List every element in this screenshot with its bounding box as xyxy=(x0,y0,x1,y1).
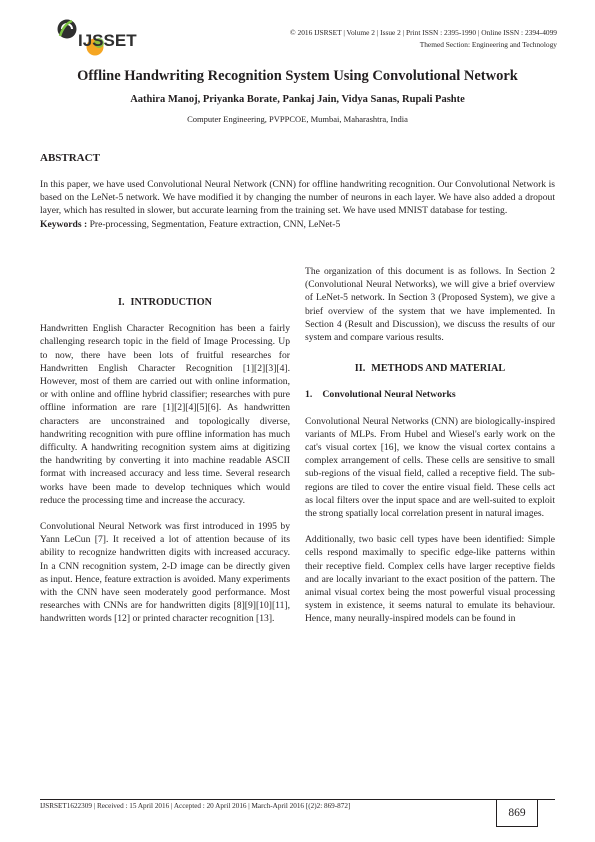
cnn-subsection-title: Convolutional Neural Networks xyxy=(322,389,456,401)
logo-text: IJSSET xyxy=(78,31,137,50)
intro-paragraph-3: The organization of this document is as follows. In Section 2 (Convolutional Neural Networks), we will give a brief overview of LeNet-5 network. In Section 3 (Proposed System), we give a brief overview of the system that we have implemented. In Section 4 (Result and Discussion), we discuss the results of our system and compare various results. xyxy=(305,266,555,344)
intro-paragraph-1: Handwritten English Character Recognition has been a fairly challenging research topic in the field of Image Processing. Up to now, there have been lots of fruitful researches for Handwritten English Character Recognition [1][2][3][4]. However, most of them are carried out with online information, or with online and offline hybrid classifier; researches with pure offline information are rare [1][2][4][5][6]. As handwritten characters are unconstrained and topologically diverse, handwriting recognition with pure offline information has much difficulty. A handwriting recognition system aims at digitizing the handwriting by converting it into machine readable ASCII format with increased accuracy and less time. Several research works have been made to develop techniques which would reduce the processing time and increase the accuracy. xyxy=(40,323,290,506)
right-column xyxy=(305,265,555,639)
footer-divider xyxy=(40,799,555,800)
left-column xyxy=(40,296,290,639)
methods-heading xyxy=(305,362,555,375)
cnn-paragraph-1: Convolutional Neural Networks (CNN) are biologically-inspired variants of MLPs. From Hubel and Wiesel's early work on the cat's visual cortex [16], we know the visual cortex contains a complex arrangement of cells. These cells are sensitive to small sub-regions of the visual field, called a receptive field. The sub-regions are tiled to cover the entire visual field. These cells act as local filters over the input space and are well-suited to exploit the strong spatially local correlation present in natural images. xyxy=(305,415,555,520)
paper-authors: Aathira Manoj, Priyanka Borate, Pankaj Jain, Vidya Sanas, Rupali Pashte xyxy=(130,94,465,105)
page-number: 869 xyxy=(496,799,538,827)
methods-section-title: METHODS AND MATERIAL xyxy=(371,363,506,375)
keywords-label: Keywords : xyxy=(40,218,88,230)
abstract-section xyxy=(40,178,555,231)
header-themed-section: Themed Section: Engineering and Technology xyxy=(419,39,557,49)
abstract-text: In this paper, we have used Convolutional Neural Network (CNN) for offline handwriting recognition. Our Convolutional Network is based on the LeNet-5 network. We have modified it by changing the number of neurons in each layer. We have also added a dropout layer, which has resulted in slower, but accurate learning from the training set. We have used MNIST database for testing. xyxy=(40,179,555,217)
keywords-text: Pre-processing, Segmentation, Feature extraction, CNN, LeNet-5 xyxy=(87,218,341,230)
header-meta xyxy=(290,27,557,50)
paper-title: Offline Handwriting Recognition System Using Convolutional Network xyxy=(77,68,518,84)
intro-heading xyxy=(40,296,290,309)
abstract-heading: ABSTRACT xyxy=(40,152,100,164)
paper-affiliation: Computer Engineering, PVPPCOE, Mumbai, Maharashtra, India xyxy=(187,114,408,124)
cnn-subheading xyxy=(305,388,555,401)
intro-section-title: INTRODUCTION xyxy=(130,297,213,308)
journal-logo xyxy=(54,16,146,58)
keywords-line xyxy=(40,218,555,231)
footer-citation: IJSRSET1622309 | Received : 15 April 2016 | Accepted : 20 April 2016 | March-April 2016 [(2)2: 869-872] xyxy=(40,802,351,810)
methods-section-number: II. xyxy=(354,363,366,375)
header-issue-info: © 2016 IJSRSET | Volume 2 | Issue 2 | Print ISSN : 2395-1990 | Online ISSN : 2394-4099 xyxy=(290,28,557,37)
intro-paragraph-2: Convolutional Neural Network was first introduced in 1995 by Yann LeCun [7]. It received a lot of attention because of its ability to recognize handwritten digits with increased accuracy. In a CNN recognition system, 2-D image can be directly given as input. Hence, feature extraction is avoided. Many experiments with the CNN have seen moderately good performance. Most researches with CNNs are for handwritten digits [8][9][10][11], handwritten words [12] or printed character recognition [13]. xyxy=(40,521,290,625)
cnn-subsection-number: 1. xyxy=(305,389,313,401)
cnn-paragraph-2: Additionally, two basic cell types have been identified: Simple cells respond maximally to specific edge-like patterns within their receptive field. Complex cells have larger receptive fields and are locally invariant to the exact position of the pattern. The animal visual cortex being the most powerful visual processing system in existence, it seems natural to emulate its behaviour. Hence, many neurally-inspired models can be found in xyxy=(305,534,555,625)
logo-graphic xyxy=(54,16,146,58)
intro-section-number: I. xyxy=(117,297,125,308)
